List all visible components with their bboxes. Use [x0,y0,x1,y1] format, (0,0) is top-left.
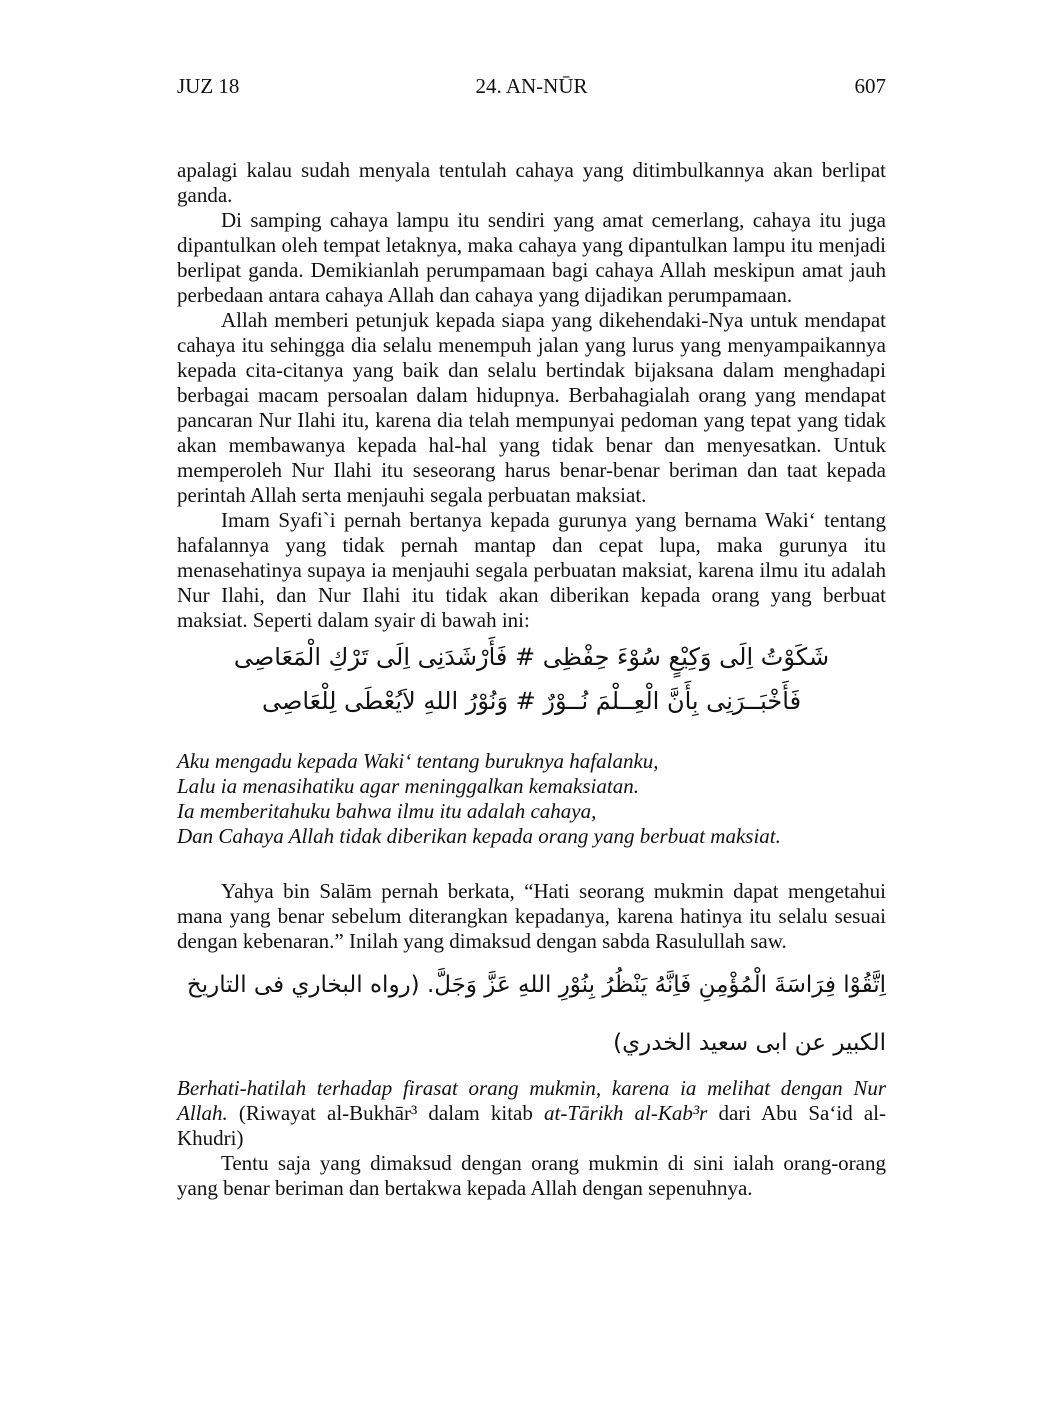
page-body [177,158,886,1201]
poem-translation [177,749,886,849]
hadith-reference-part-1: (Riwayat al-Bukhār³ dalam kitab [227,1101,545,1125]
paragraph-5: Yahya bin Salām pernah berkata, “Hati seorang mukmin dapat mengetahui mana yang benar sebelum diterangkan kepadanya, karena hatinya itu selalu sesuai dengan kebenaran.” Inilah yang dimaksud dengan sabda Rasulullah saw. [177,879,886,953]
poem-line: Dan Cahaya Allah tidak diberikan kepada orang yang berbuat maksiat. [177,824,781,848]
arabic-verse-1: شَكَوْتُ اِلَى وَكِيْعٍ سُوْءَ حِفْظِى # فَأَرْشَدَنِى اِلَى تَرْكِ الْمَعَاصِى [233,643,830,671]
paragraph-7: Tentu saja yang dimaksud dengan orang mukmin di sini ialah orang-orang yang benar beriman dan bertakwa kepada Allah dengan sepenuhnya. [177,1151,886,1200]
paragraph-3: Allah memberi petunjuk kepada siapa yang dikehendaki-Nya untuk mendapat cahaya itu sehingga dia selalu menempuh jalan yang lurus yang menyampaikannya kepada cita-citanya yang baik dan selalu bertindak bijaksana dalam menghadapi berbagai macam persoalan dalam hidupnya. Berbahagialah orang yang mendapat pancaran Nur Ilahi itu, karena dia telah mempunyai pedoman yang tepat yang tidak akan membawanya kepada hal-hal yang tidak benar dan menyesatkan. Untuk memperoleh Nur Ilahi itu seseorang harus benar-benar beriman dan taat kepada perintah Allah serta menjauhi segala perbuatan maksiat. [177,308,886,507]
hadith-translation-text: Berhati-hatilah terhadap firasat orang mukmin, karena ia melihat dengan Nur Allah. [177,1076,886,1125]
page-header [177,74,886,104]
poem-line: Ia memberitahuku bahwa ilmu itu adalah cahaya, [177,799,597,823]
paragraph-4: Imam Syafi`i pernah bertanya kepada gurunya yang bernama Waki‘ tentang hafalannya yang tidak pernah mantap dan cepat lupa, maka gurunya itu menasehatinya supaya ia menjauhi segala perbuatan maksiat, karena ilmu itu adalah Nur Ilahi, dan Nur Ilahi itu tidak akan diberikan kepada orang yang berbuat maksiat. Seperti dalam syair di bawah ini: [177,508,886,632]
arabic-verse-2: فَأَخْبَــرَنِى بِأَنَّ الْعِــلْمَ نُــوْرٌ # وَنُوْرُ اللهِ لاَيُعْطَى لِلْعَاصِى [261,687,802,715]
paragraph-2: Di samping cahaya lampu itu sendiri yang amat cemerlang, cahaya itu juga dipantulkan oleh tempat letaknya, maka cahaya yang dipantulkan lampu itu menjadi berlipat ganda. Demikianlah perumpamaan bagi cahaya Allah meskipun amat jauh perbedaan antara cahaya Allah dan cahaya yang dijadikan perumpamaan. [177,208,886,307]
hadith-reference-part-2: dari Abu Sa‘id al-Khudri) [177,1101,886,1150]
page-number: 607 [854,74,886,98]
poem-line: Lalu ia menasihatiku agar meninggalkan kemaksiatan. [177,774,639,798]
arabic-hadith: اِتَّقُوْا فِرَاسَةَ الْمُؤْمِنِ فَاِنَّهُ يَنْظُرُ بِنُوْرِ اللهِ عَزَّ وَجَلَّ. (رواه البخاري فى التاريخ الكبير عن ابى سعيد الخدري) [186,972,886,1056]
hadith-book-title: at-Tārikh al-Kab³r [544,1101,708,1125]
poem-line: Aku mengadu kepada Waki‘ tentang buruknya hafalanku, [177,749,659,773]
juz-label: JUZ 18 [177,74,240,98]
hadith-translation [177,1076,886,1151]
paragraph-1: apalagi kalau sudah menyala tentulah cahaya yang ditimbulkannya akan berlipat ganda. [177,158,886,207]
surah-title: 24. AN-NŪR [475,74,588,98]
